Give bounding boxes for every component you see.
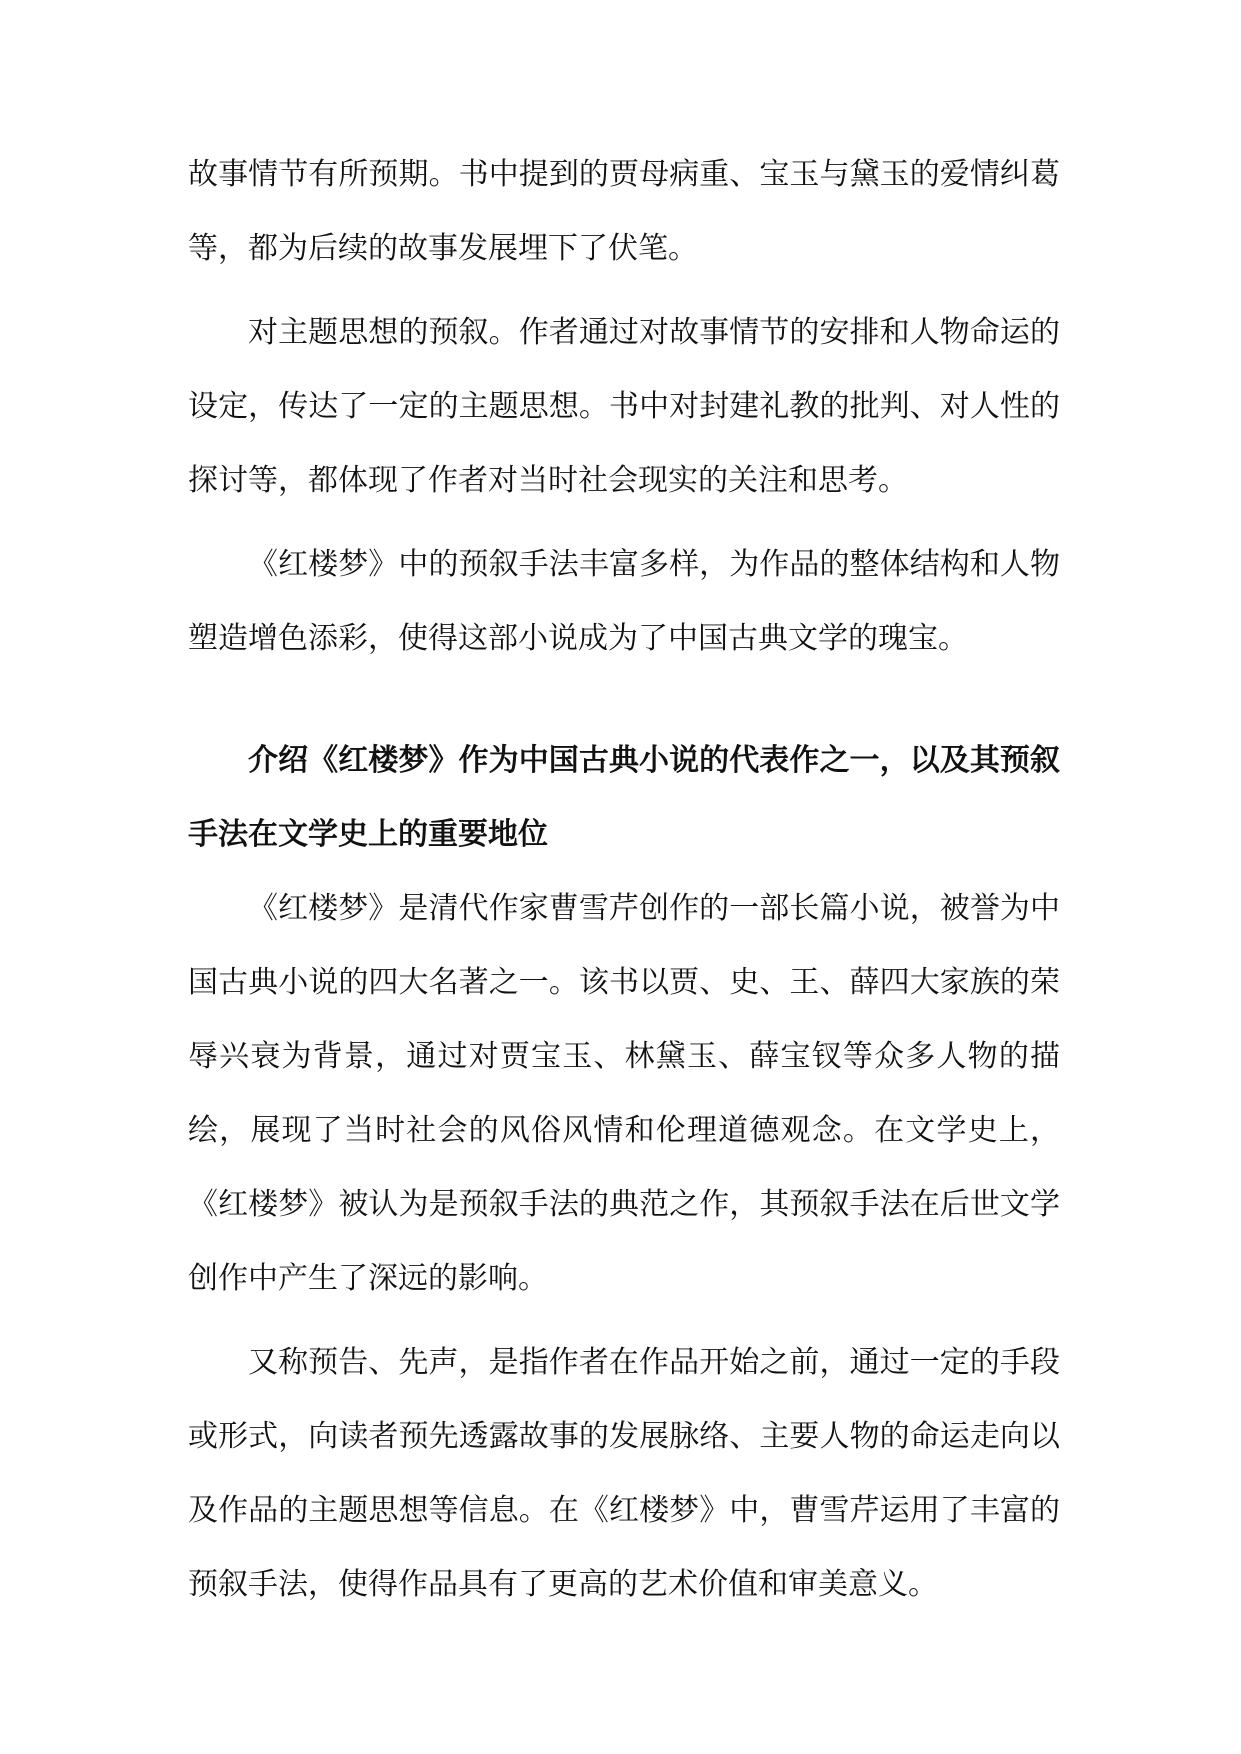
paragraph-summary: 《红楼梦》中的预叙手法丰富多样，为作品的整体结构和人物塑造增色添彩，使得这部小说成为了中国古典文学的瑰宝。 (188, 547, 1060, 656)
document-body (188, 138, 1060, 1622)
paragraph-introduction: 《红楼梦》是清代作家曹雪芹创作的一部长篇小说，被誉为中国古典小说的四大名著之一。该书以贾、史、王、薛四大家族的荣辱兴衰为背景，通过对贾宝玉、林黛玉、薛宝钗等众多人物的描绘，展现了当时社会的风俗风情和伦理道德观念。在文学史上，《红楼梦》被认为是预叙手法的典范之作，其预叙手法在后世文学创作中产生了深远的影响。 (188, 891, 1060, 1296)
paragraph-spacer (188, 286, 1060, 296)
paragraph-continuation: 故事情节有所预期。书中提到的贾母病重、宝玉与黛玉的爱情纠葛等，都为后续的故事发展埋下了伏笔。 (188, 157, 1060, 266)
paragraph-spacer (188, 518, 1060, 528)
section-spacer (188, 676, 1060, 724)
paragraph-spacer (188, 1316, 1060, 1326)
paragraph-theme-foreshadowing: 对主题思想的预叙。作者通过对故事情节的安排和人物命运的设定，传达了一定的主题思想。书中对封建礼教的批判、对人性的探讨等，都体现了作者对当时社会现实的关注和思考。 (188, 315, 1060, 498)
section-heading: 介绍《红楼梦》作为中国古典小说的代表作之一，以及其预叙手法在文学史上的重要地位 (188, 743, 1060, 852)
paragraph-definition: 又称预告、先声，是指作者在作品开始之前，通过一定的手段或形式，向读者预先透露故事的发展脉络、主要人物的命运走向以及作品的主题思想等信息。在《红楼梦》中，曹雪芹运用了丰富的预叙手法，使得作品具有了更高的艺术价值和审美意义。 (188, 1345, 1060, 1602)
